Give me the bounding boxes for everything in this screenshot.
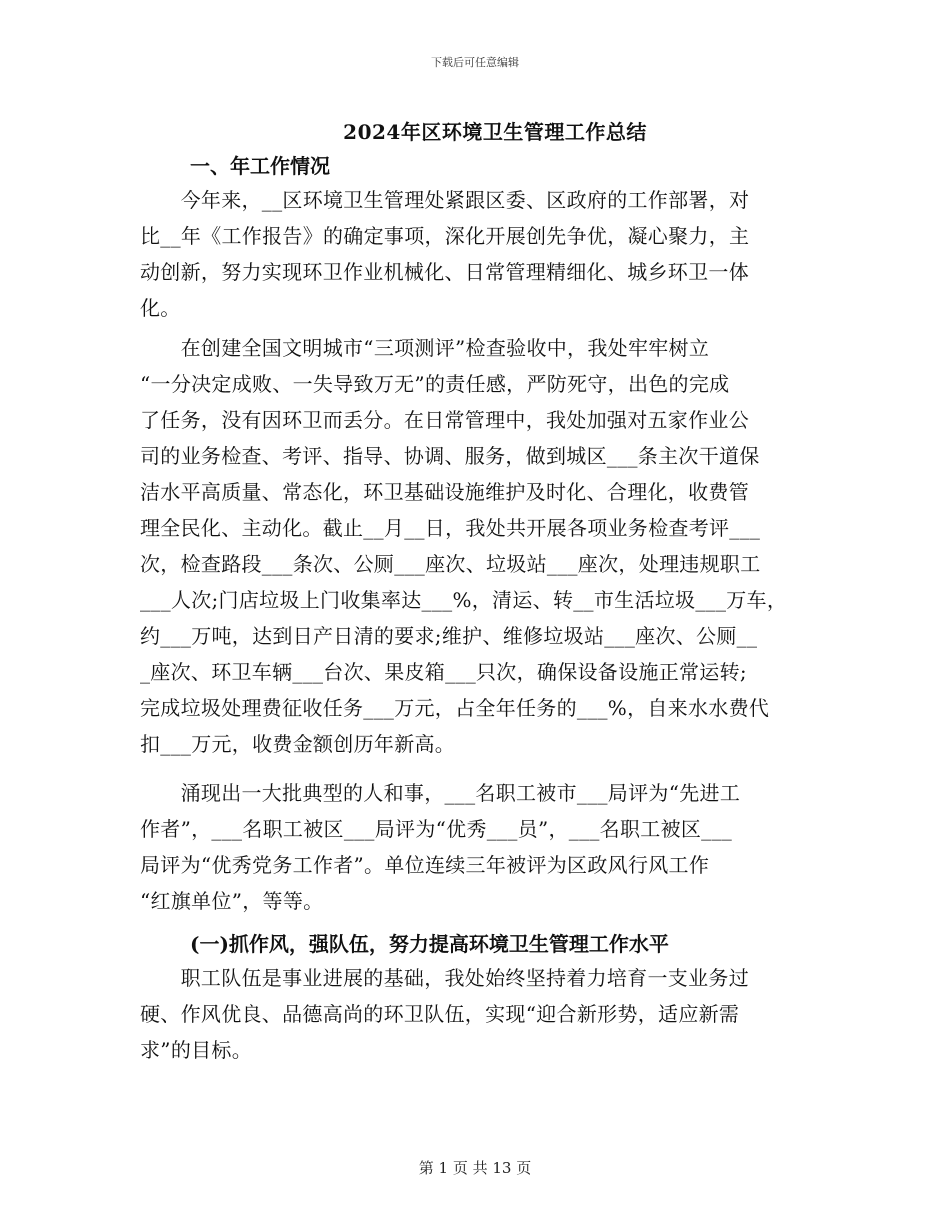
paragraph-line: 局评为“优秀党务工作者”。单位连续三年被评为区政风行风工作 — [140, 853, 710, 877]
paragraph-awards — [140, 775, 815, 919]
paragraph-line: 作者”，___名职工被区___局评为“优秀___员”，___名职工被区___ — [140, 817, 733, 841]
paragraph-line: 约___万吨，达到日产日清的要求;维护、维修垃圾站___座次、公厕__ — [140, 624, 758, 648]
paragraph-line: 在创建全国文明城市“三项测评”检查验收中，我处牢牢树立 — [140, 336, 710, 360]
paragraph-line: 化。 — [140, 296, 181, 320]
page-footer: 第 1 页 共 13 页 — [418, 1159, 532, 1177]
paragraph-line: ___人次;门店垃圾上门收集率达___%，清运、转__市生活垃圾___万车， — [140, 588, 788, 612]
document-title: 2024年区环境卫生管理工作总结 — [343, 120, 647, 144]
paragraph-line: 次，检查路段___条次、公厕___座次、垃圾站___座次，处理违规职工 — [140, 552, 761, 576]
paragraph-line: 涌现出一大批典型的人和事，___名职工被市___局评为“先进工 — [140, 781, 741, 805]
paragraph-intro — [140, 182, 815, 326]
paragraph-team — [140, 960, 815, 1068]
paragraph-line: 职工队伍是事业进展的基础，我处始终坚持着力培育一支业务过 — [140, 966, 749, 990]
paragraph-line: 司的业务检查、考评、指导、协调、服务，做到城区___条主次干道保 — [140, 444, 760, 468]
section-heading-work-status: 一、年工作情况 — [190, 154, 330, 178]
paragraph-line: 动创新，努力实现环卫作业机械化、日常管理精细化、城乡环卫一体 — [140, 260, 749, 284]
paragraph-line: “一分决定成败、一失导致万无”的责任感，严防死守，出色的完成 — [140, 372, 730, 396]
header-note: 下载后可任意编辑 — [431, 56, 519, 69]
subsection-heading-team-building: (一)抓作风，强队伍，努力提高环境卫生管理工作水平 — [190, 932, 669, 956]
paragraph-line: 硬、作风优良、品德高尚的环卫队伍，实现“迎合新形势，适应新需 — [140, 1002, 740, 1026]
paragraph-line: 今年来，__区环境卫生管理处紧跟区委、区政府的工作部署，对 — [140, 188, 750, 212]
paragraph-line: 扣___万元，收费金额创历年新高。 — [140, 732, 456, 756]
paragraph-line: 求”的目标。 — [140, 1038, 253, 1062]
paragraph-line: _座次、环卫车辆___台次、果皮箱___只次，确保设备设施正常运转; — [140, 660, 747, 684]
paragraph-inspection — [140, 330, 815, 762]
paragraph-line: 了任务，没有因环卫而丢分。在日常管理中，我处加强对五家作业公 — [140, 408, 749, 432]
paragraph-line: 比__年《工作报告》的确定事项，深化开展创先争优，凝心聚力，主 — [140, 224, 750, 248]
paragraph-line: 理全民化、主动化。截止__月__日，我处共开展各项业务检查考评___ — [140, 516, 761, 540]
paragraph-line: 洁水平高质量、常态化，环卫基础设施维护及时化、合理化，收费管 — [140, 480, 749, 504]
paragraph-line: “红旗单位”，等等。 — [140, 889, 324, 913]
paragraph-line: 完成垃圾处理费征收任务___万元，占全年任务的___%，自来水水费代 — [140, 696, 770, 720]
